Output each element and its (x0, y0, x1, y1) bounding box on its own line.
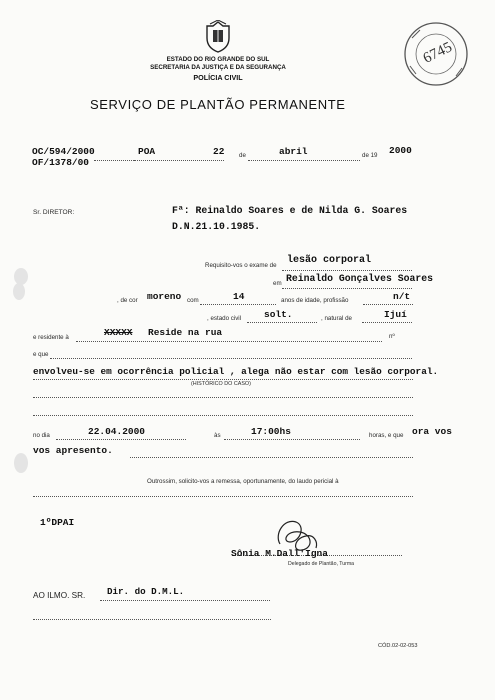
date-de-label: de (239, 152, 246, 159)
presentation-text-2: vos apresento. (33, 445, 113, 456)
agency-heading: POLÍCIA CIVIL (193, 73, 243, 82)
state-heading: ESTADO DO RIO GRANDE DO SUL (166, 56, 270, 63)
date-of-event-value: 22.04.2000 (88, 426, 146, 437)
exam-type-value: lesão corporal (287, 255, 372, 266)
addressee-value: Dir. do D.M.L. (107, 586, 185, 597)
time-as-label: às (214, 432, 221, 439)
age-profession-label: anos de idade, profissão (281, 297, 349, 304)
age-com-label: com (187, 297, 199, 304)
age-value: 14 (233, 291, 245, 302)
color-value: moreno (147, 291, 182, 302)
signatory-role: Delegado de Plantão, Turma (288, 561, 355, 567)
binder-hole (13, 283, 25, 300)
stamp-number: 6745 (420, 39, 455, 67)
que-label: e que (33, 351, 49, 358)
birthplace-label: , natural de (321, 315, 352, 322)
residence-value: Reside na rua (148, 327, 223, 338)
service-title: SERVIÇO DE PLANTÃO PERMANENTE (90, 97, 346, 112)
police-unit-value: 1ºDPAI (40, 517, 75, 528)
presentation-text-1: ora vos (412, 426, 452, 437)
request-label: Requisito-vos o exame de (205, 262, 277, 269)
director-label: Sr. DIRETOR: (33, 209, 75, 216)
color-label: , de cor (117, 297, 138, 304)
occurrence-number: OC/594/2000 (32, 146, 95, 157)
year-prefix-label: de 19 (362, 152, 378, 159)
struck-residence-text: XXXXX (104, 327, 133, 338)
day-value: 22 (213, 146, 225, 157)
birth-date-line: D.N.21.10.1985. (172, 221, 261, 232)
case-history-caption: (HISTÓRICO DO CASO) (191, 381, 251, 387)
closing-request-text: Outrossim, solicito-vos a remessa, oportunamente, do laudo pericial à (147, 478, 339, 485)
profession-value: n/t (393, 291, 411, 302)
month-value: abril (279, 146, 308, 157)
binder-hole (14, 453, 28, 473)
signatory-name: Sônia M.Dall'Igna (231, 548, 328, 559)
secretariat-heading: SECRETARIA DA JUSTIÇA E DA SEGURANÇA (150, 64, 286, 71)
time-value: 17:00hs (251, 426, 291, 437)
date-of-event-label: no dia (33, 432, 50, 439)
birthplace-value: Ijuí (384, 309, 407, 320)
coat-of-arms-emblem (205, 20, 231, 59)
house-number-label: nº (389, 333, 395, 340)
city-value: POA (138, 146, 156, 157)
filiation-line: Fª: Reinaldo Soares e de Nilda G. Soares (172, 205, 408, 216)
office-number: OF/1378/00 (32, 157, 90, 168)
binder-hole (14, 268, 28, 285)
civil-status-label: , estado civil (207, 315, 242, 322)
civil-status-value: solt. (264, 309, 293, 320)
subject-name-value: Reinaldo Gonçalves Soares (286, 273, 433, 284)
form-code: CÓD.02-02-053 (378, 643, 418, 649)
residence-label: e residente à (33, 334, 69, 341)
case-history-text: envolveu-se em ocorrência policial , alega não estar com lesão corporal. (33, 366, 439, 377)
addressee-label: AO ILMO. SR. (33, 591, 86, 600)
hours-label: horas, e que (369, 432, 404, 439)
year-value: 2000 (389, 145, 412, 156)
subject-em-label: em (273, 280, 282, 287)
